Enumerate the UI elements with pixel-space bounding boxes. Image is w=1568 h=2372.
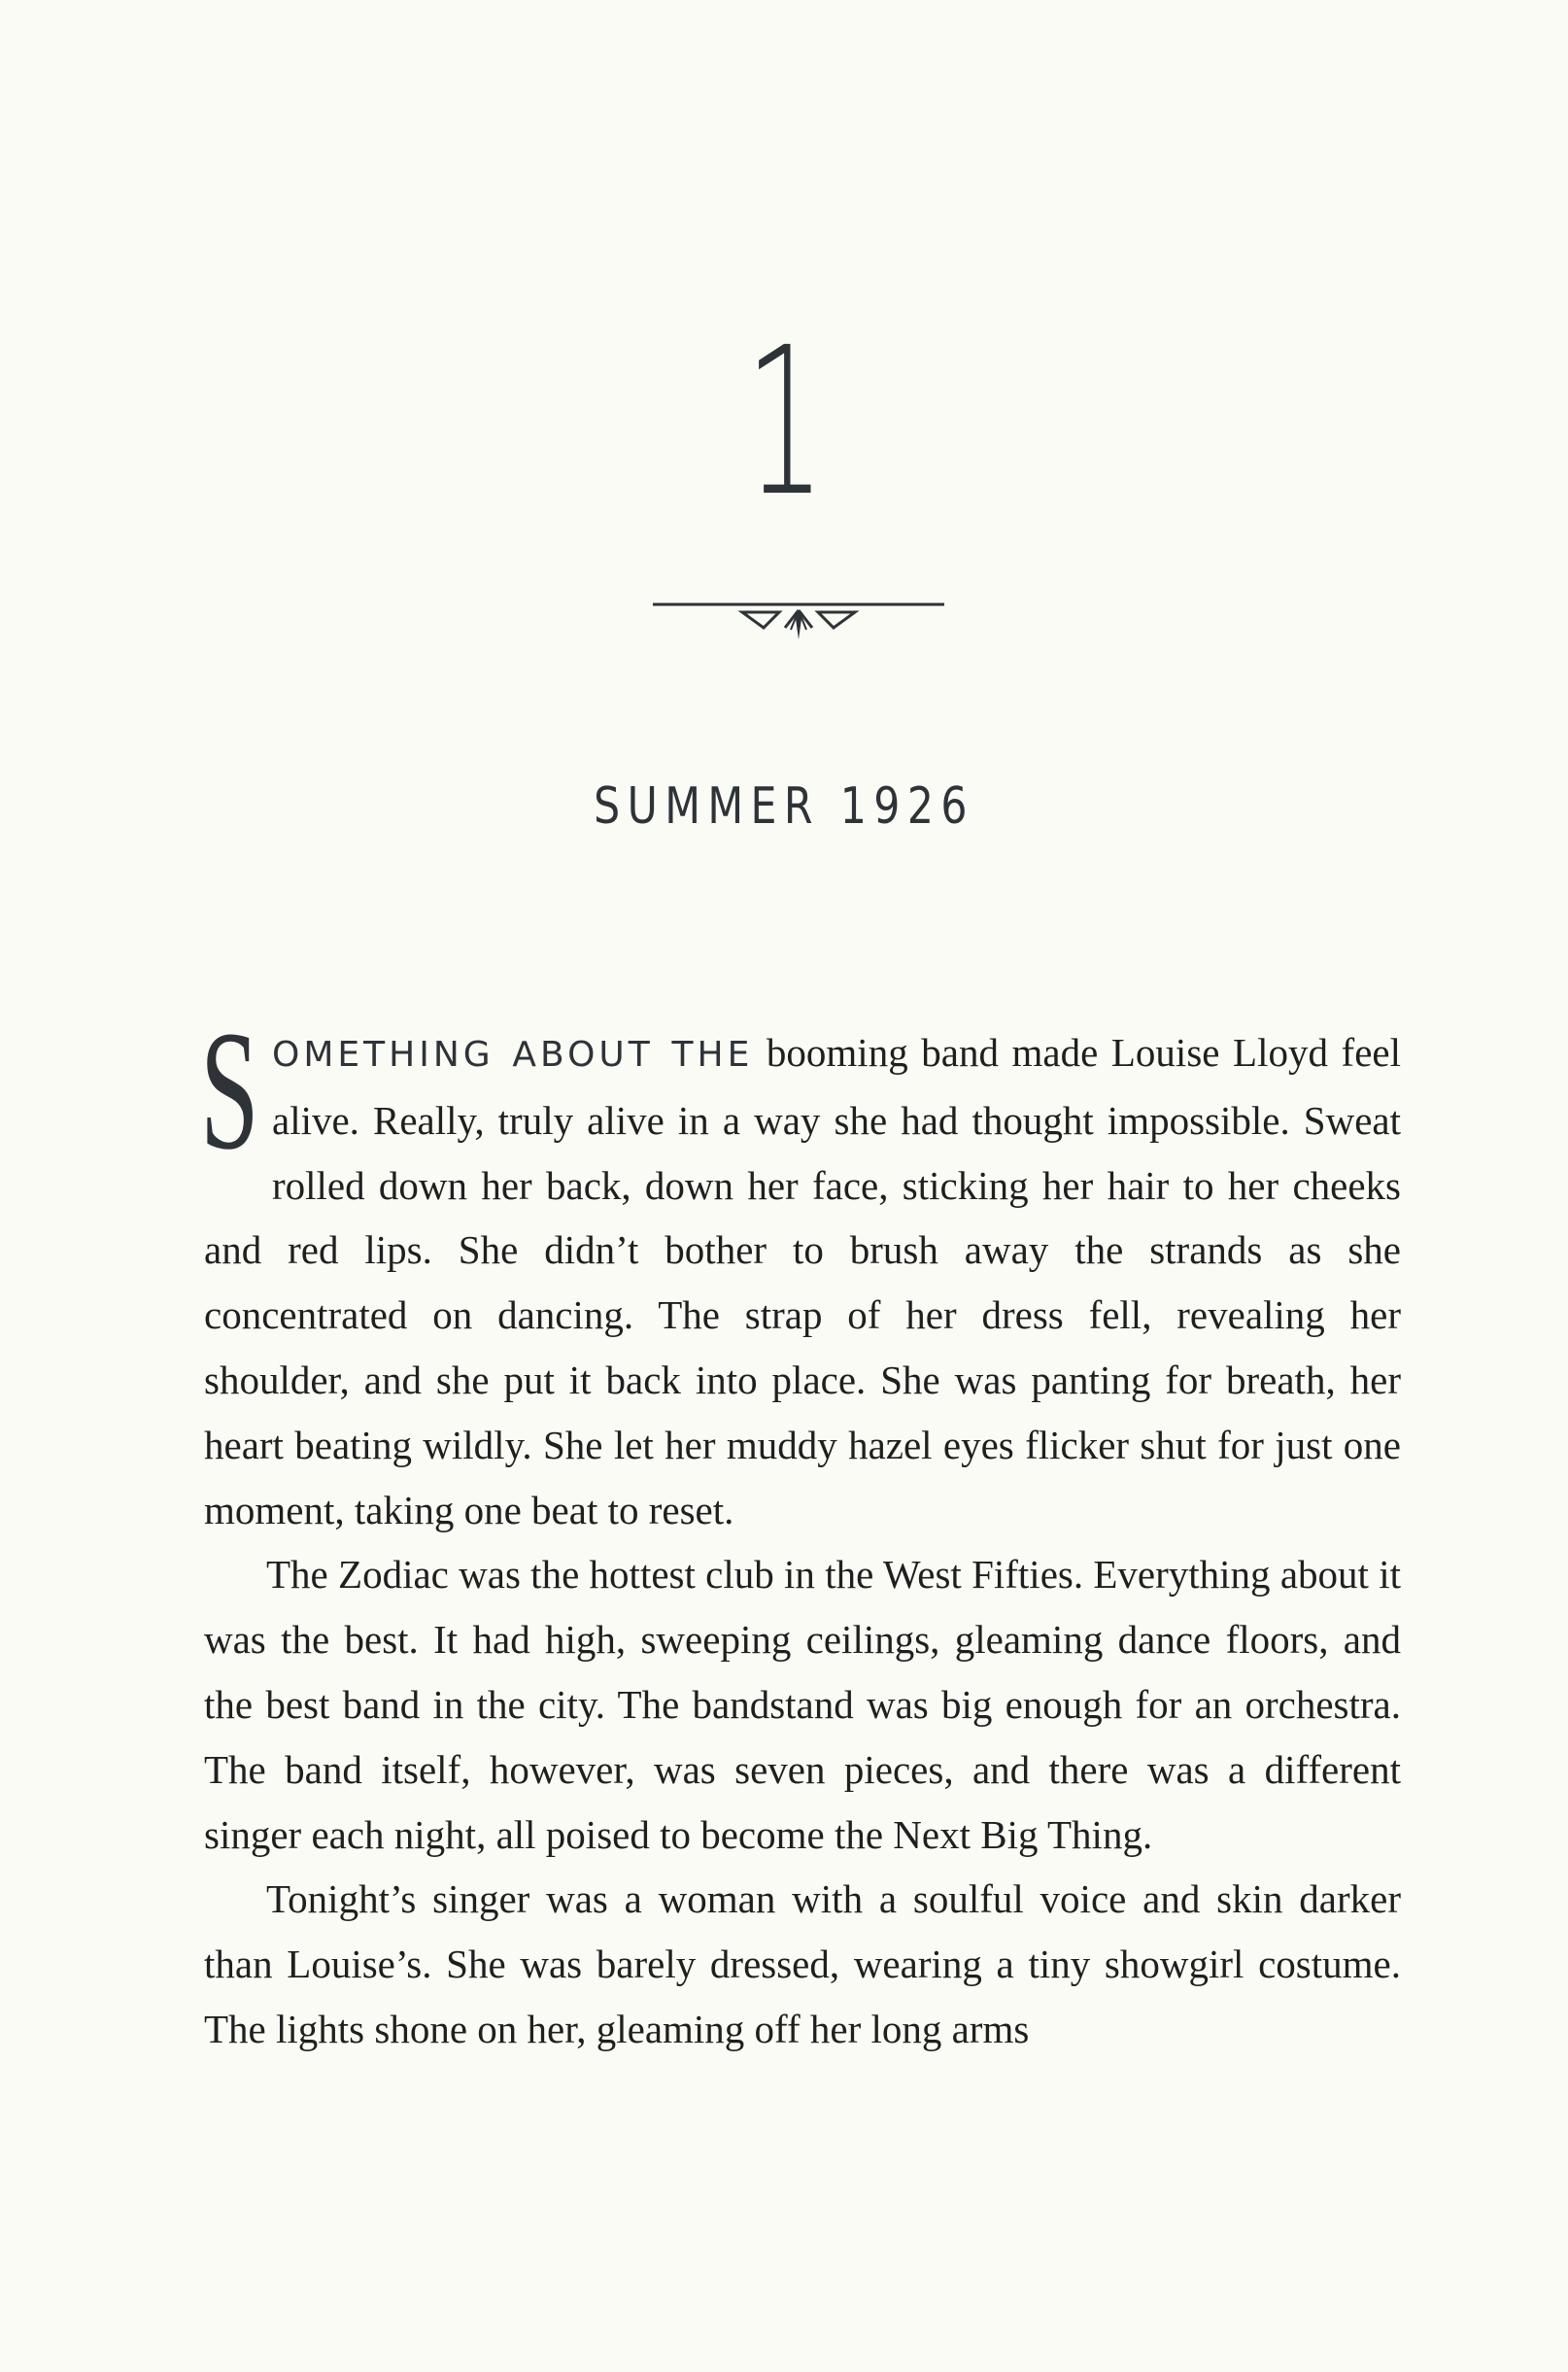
paragraph-1 bbox=[200, 996, 1401, 1542]
chapter-body bbox=[200, 996, 1401, 2062]
paragraph-2: The Zodiac was the hottest club in the West Fifties. Everything about it was the best. It had high, sweeping ceilings, gleaming dance floors, and the best band in the city. The bandstand was big enough for an orchestra. The band itself, however, was seven pieces, and there was a different singer each night, all poised to become the Next Big Thing. bbox=[204, 1552, 1401, 1857]
paragraph-1-text: booming band made Louise Lloyd feel alive. Really, truly alive in a way she had thought impossible. Sweat rolled down her back, down her face, sticking her hair to her cheeks and red lips. She didn’t bother to brush away the strands as she concentrated on dancing. The strap of her dress fell, revealing her shoulder, and she put it back into place. She was panting for breath, her heart beating wildly. She let her muddy hazel eyes flicker shut for just one moment, taking one beat to reset. bbox=[204, 1030, 1401, 1532]
chapter-number: 1 bbox=[744, 303, 824, 541]
chapter-title: SUMMER 1926 bbox=[594, 777, 974, 836]
drop-cap: S bbox=[200, 996, 259, 1186]
art-deco-divider-icon bbox=[653, 587, 944, 645]
lead-in-smallcaps: OMETHING ABOUT THE bbox=[272, 1035, 754, 1075]
paragraph-3: Tonight’s singer was a woman with a soulful voice and skin darker than Louise’s. She was barely dressed, wearing a tiny showgirl costume. The lights shone on her, gleaming off her long arms bbox=[204, 1876, 1401, 2051]
